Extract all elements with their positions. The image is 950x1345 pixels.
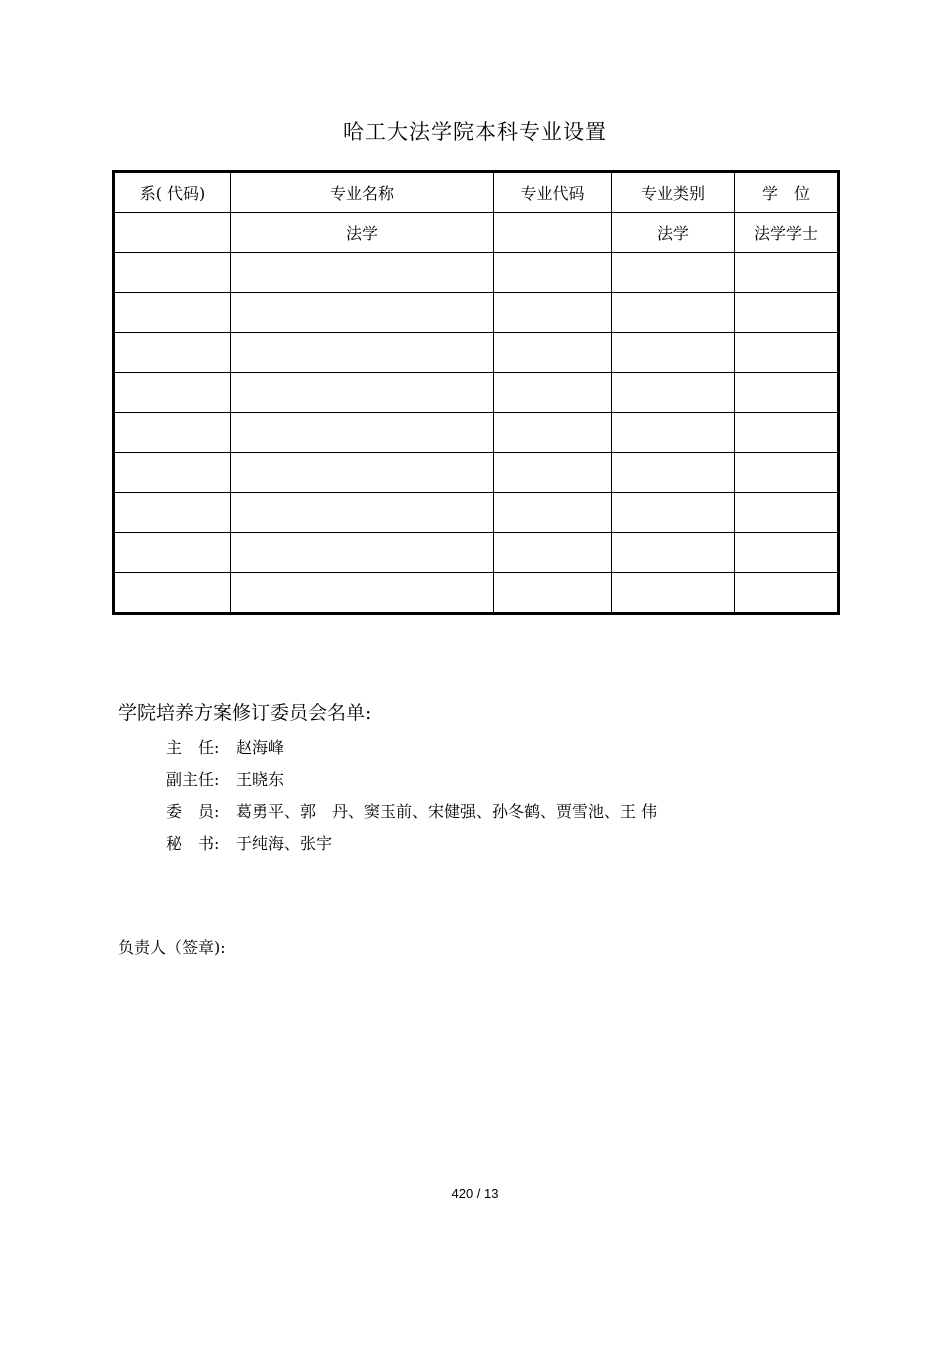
department-code-cell	[114, 293, 231, 333]
major-code-cell	[494, 333, 612, 373]
table-row	[114, 533, 839, 573]
major-category-cell: 法学	[612, 213, 735, 253]
degree-cell	[735, 413, 839, 453]
table-row	[114, 293, 839, 333]
major-category-cell	[612, 333, 735, 373]
degree-cell	[735, 333, 839, 373]
department-code-cell	[114, 453, 231, 493]
page-number: 420 / 13	[451, 1186, 499, 1201]
department-code-cell	[114, 493, 231, 533]
major-category-cell	[612, 413, 735, 453]
degree-cell	[735, 573, 839, 614]
major-category-cell	[612, 573, 735, 614]
major-name-cell	[231, 253, 494, 293]
table-row	[114, 453, 839, 493]
member-role: 副主任:	[166, 770, 220, 789]
table-row	[114, 333, 839, 373]
major-code-cell	[494, 253, 612, 293]
member-row-director	[166, 737, 284, 759]
department-code-cell	[114, 413, 231, 453]
header-major-name: 专业名称	[231, 172, 494, 213]
department-code-cell	[114, 373, 231, 413]
major-category-cell	[612, 533, 735, 573]
major-name-cell	[231, 493, 494, 533]
department-code-cell	[114, 213, 231, 253]
member-names: 葛勇平、郭 丹、窦玉前、宋健强、孙冬鹤、贾雪池、王 伟	[236, 802, 658, 821]
major-code-cell	[494, 573, 612, 614]
degree-cell	[735, 373, 839, 413]
degree-cell	[735, 293, 839, 333]
major-name-cell	[231, 533, 494, 573]
member-row-deputy-director	[166, 769, 284, 791]
member-names: 王晓东	[236, 770, 285, 789]
degree-cell: 法学学士	[735, 213, 839, 253]
degree-cell	[735, 493, 839, 533]
major-category-cell	[612, 453, 735, 493]
department-code-cell	[114, 533, 231, 573]
major-name-cell	[231, 413, 494, 453]
table-row	[114, 573, 839, 614]
member-names: 赵海峰	[236, 738, 285, 757]
table-row	[114, 493, 839, 533]
signature-line: 负责人（签章):	[118, 938, 226, 957]
major-category-cell	[612, 493, 735, 533]
major-code-cell	[494, 533, 612, 573]
major-category-cell	[612, 293, 735, 333]
major-code-cell	[494, 373, 612, 413]
table-row	[114, 373, 839, 413]
major-name-cell	[231, 573, 494, 614]
major-table	[112, 170, 840, 615]
department-code-cell	[114, 573, 231, 614]
member-row-members	[166, 801, 657, 823]
major-name-cell	[231, 373, 494, 413]
table-header-row	[114, 172, 839, 213]
header-major-category: 专业类别	[612, 172, 735, 213]
member-row-secretary	[166, 833, 332, 855]
major-name-cell: 法学	[231, 213, 494, 253]
department-code-cell	[114, 253, 231, 293]
major-code-cell	[494, 493, 612, 533]
member-role: 主 任:	[166, 738, 220, 757]
major-name-cell	[231, 333, 494, 373]
major-code-cell	[494, 413, 612, 453]
table-row	[114, 253, 839, 293]
committee-heading: 学院培养方案修订委员会名单:	[118, 702, 372, 724]
table-row	[114, 213, 839, 253]
table-row	[114, 413, 839, 453]
header-degree: 学 位	[735, 172, 839, 213]
major-name-cell	[231, 293, 494, 333]
major-code-cell	[494, 453, 612, 493]
degree-cell	[735, 533, 839, 573]
major-category-cell	[612, 373, 735, 413]
page-title: 哈工大法学院本科专业设置	[343, 120, 607, 144]
degree-cell	[735, 253, 839, 293]
major-category-cell	[612, 253, 735, 293]
member-role: 秘 书:	[166, 834, 220, 853]
member-role: 委 员:	[166, 802, 220, 821]
degree-cell	[735, 453, 839, 493]
major-code-cell	[494, 213, 612, 253]
major-code-cell	[494, 293, 612, 333]
department-code-cell	[114, 333, 231, 373]
major-name-cell	[231, 453, 494, 493]
header-department-code: 系( 代码)	[114, 172, 231, 213]
header-major-code: 专业代码	[494, 172, 612, 213]
member-names: 于纯海、张宇	[236, 834, 333, 853]
